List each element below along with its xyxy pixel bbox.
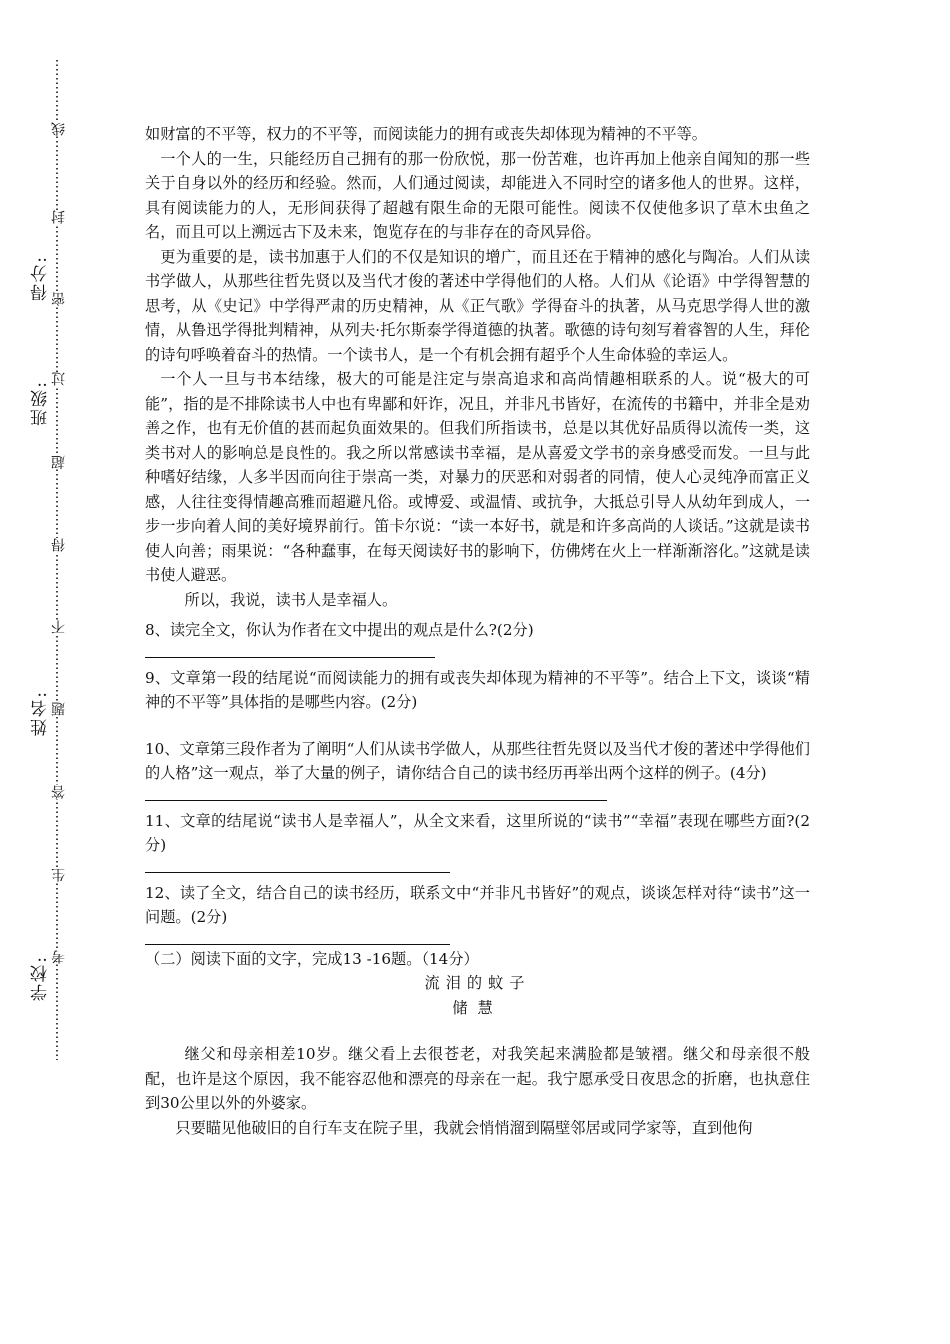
question-10: 10、文章第三段作者为了阐明“人们从读书学做人，从那些往哲先贤以及当代才俊的著述中学得他们的人格”这一观点，举了大量的例子，请你结合自己的读书经历再举出两个这样的例子。(4分) [145,739,810,782]
seal-char: 得 [51,538,67,552]
answer-line-12[interactable] [145,930,450,945]
question-9: 9、文章第一段的结尾说“而阅读能力的拥有或丧失却体现为精神的不平等”。结合上下文，谈谈“精神的不平等”具体指的是哪些内容。(2分) [145,668,810,711]
passage-paragraph: 如财富的不平等，权力的不平等，而阅读能力的拥有或丧失却体现为精神的不平等。 [145,125,707,143]
binding-margin [0,50,120,1070]
section2-heading: （二）阅读下面的文字，完成13 -16题。（14分） [145,949,479,968]
seal-char: 题 [51,702,67,716]
exam-content [145,122,810,1140]
seal-char: 生 [51,868,67,882]
passage-paragraph: 所以，我说，读书人是幸福人。 [184,590,398,609]
name-label: 姓名: [31,690,51,736]
class-label: 班级: [31,380,51,426]
seal-char: 线 [51,122,67,136]
seal-char: 不 [51,620,67,634]
seal-char: 超 [51,455,67,469]
school-label: 学校: [31,955,51,1001]
story-author: 储慧 [452,998,503,1017]
story-paragraph: 只要瞄见他破旧的自行车支在院子里，我就会悄悄溜到隔壁邻居或同学家等，直到他佝 [175,1118,753,1137]
seal-char: 密 [51,292,67,306]
answer-line-10[interactable] [145,786,607,801]
passage-paragraph: 一个人的一生，只能经历自己拥有的那一份欣悦，那一份苦难，也许再加上他亲自闻知的那一些关于自身以外的经历和经验。然而，人们通过阅读，却能进入不同时空的诸多他人的世界。这样，具有阅读能力的人，无形间获得了超越有限生命的无限可能性。阅读不仅使他多识了草木虫鱼之名，而且可以上溯远古下及未来，饱览存在的与非存在的奇风异俗。 [145,149,810,241]
seal-line [0,50,120,1070]
question-12: 12、读了全文，结合自己的读书经历，联系文中“并非凡书皆好”的观点，谈谈怎样对待“读书”这一问题。(2分) [145,883,810,926]
seal-char: 封 [51,210,67,224]
seal-char: 答 [51,785,67,799]
passage-paragraph: 一个人一旦与书本结缘，极大的可能是注定与崇高追求和高尚情趣相联系的人。说“极大的可能”，指的是不排除读书人中也有卑鄙和奸诈，况且，并非凡书皆好，在流传的书籍中，并非全是劝善之作，也有无价值的甚而起负面效果的。但我们所指读书，总是以其优好品质得以流传一类，这类书对人的影响总是良性的。我之所以常感读书幸福，是从喜爱文学书的亲身感受而发。一旦与此种嗜好结缘，人多半因而向往于崇高一类，对暴力的厌恶和对弱者的同情，使人心灵纯净而富正义感，人往往变得情趣高雅而超避凡俗。或博爱、或温情、或抗争，大抵总引导人从幼年到成人，一步一步向着人间的美好境界前行。笛卡尔说：“读一本好书，就是和许多高尚的人谈话。”这就是读书使人向善；雨果说：“各种蠢事，在每天阅读好书的影响下，仿佛烤在火上一样渐渐溶化。”这就是读书使人避恶。 [145,370,810,584]
question-11: 11、文章的结尾说“读书人是幸福人”，从全文来看，这里所说的“读书”“幸福”表现在哪些方面?(2分) [145,811,810,854]
story-paragraph: 继父和母亲相差10岁。继父看上去很苍老，对我笑起来满脸都是皱褶。继父和母亲很不般配，也许是这个原因，我不能容忍他和漂亮的母亲在一起。我宁愿承受日夜思念的折磨，也执意住到30公里以外的外婆家。 [145,1045,810,1112]
seal-char: 过 [51,372,67,386]
answer-line-8[interactable] [145,643,435,658]
seal-char: 考 [51,950,67,964]
question-8: 8、读完全文，你认为作者在文中提出的观点是什么?(2分) [145,621,534,639]
score-label: 得分: [31,255,51,301]
answer-space-9[interactable] [145,715,810,737]
answer-line-11[interactable] [145,858,450,873]
story-title: 流泪的蚊子 [424,974,531,992]
passage-paragraph: 更为重要的是，读书加惠于人们的不仅是知识的增广，而且还在于精神的感化与陶冶。人们从读书学做人，从那些往哲先贤以及当代才俊的著述中学得他们的人格。人们从《论语》中学得智慧的思考，从《史记》中学得严肃的历史精神，从《正气歌》学得奋斗的执著，从马克思学得人世的激情，从鲁迅学得批判精神，从列夫·托尔斯泰学得道德的执著。歌德的诗句刻写着睿智的人生，拜伦的诗句呼唤着奋斗的热情。一个读书人，是一个有机会拥有超乎个人生命体验的幸运人。 [145,247,810,364]
